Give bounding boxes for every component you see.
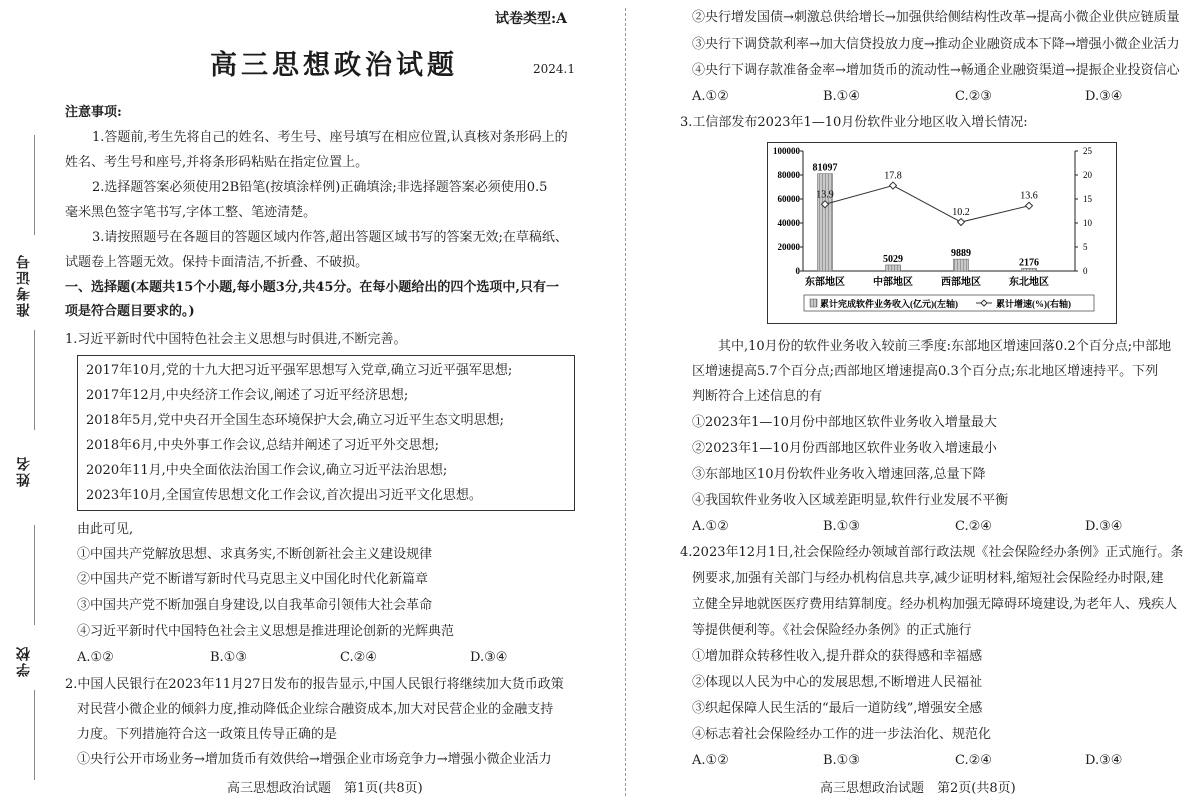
right-tick-label: 10 <box>1083 218 1092 228</box>
page-divider <box>625 8 626 796</box>
notice-line: 3.请按照题号在各题目的答题区域内作答,超出答题区域书写的答案无效;在草稿纸、 <box>92 230 568 245</box>
question-1-material-box <box>77 355 575 511</box>
bar <box>818 174 833 271</box>
revenue-chart <box>767 142 1117 324</box>
option-c[interactable]: C.②④ <box>955 753 992 768</box>
material-line: 2018年5月,党中央召开全国生态环境保护大会,确立习近平生态文明思想; <box>86 413 504 428</box>
option-d[interactable]: D.③④ <box>1085 89 1123 104</box>
right-tick-label: 5 <box>1083 242 1088 252</box>
line-value-label: 17.8 <box>884 170 902 182</box>
right-tick-label: 15 <box>1083 194 1092 204</box>
statement: ④标志着社会保险经办工作的进一步法治化、规范化 <box>692 727 992 742</box>
question-4-stem: 4.2023年12月1日,社会保险经办领域首部行政法规《社会保险经办条例》正式施行。条 <box>680 545 1184 560</box>
line-value-label: 13.6 <box>1020 190 1038 202</box>
option-b[interactable]: B.①④ <box>823 89 860 104</box>
option-a[interactable]: A.①② <box>692 89 729 104</box>
notice-line: 姓名、考生号和座号,并将条形码粘贴在指定位置上。 <box>65 155 369 170</box>
question-3-text: 区增速提高5.7个百分点;西部地区增速提高0.3个百分点;东北地区增速持平。下列 <box>692 364 1159 379</box>
option-a[interactable]: A.①② <box>692 753 729 768</box>
option-c[interactable]: C.②③ <box>955 89 992 104</box>
notice-title: 注意事项: <box>65 105 122 120</box>
option-b[interactable]: B.①③ <box>823 519 860 534</box>
question-4-stem: 例要求,加强有关部门与经办机构信息共享,减少证明材料,缩短社会保险经办时限,建 <box>692 571 1164 586</box>
statement: ②2023年1—10月份西部地区软件业务收入增速最小 <box>692 441 997 456</box>
option-d[interactable]: D.③④ <box>470 650 508 665</box>
exam-date: 2024.1 <box>533 62 575 76</box>
line-value-label: 10.2 <box>952 207 970 219</box>
statement: ①中国共产党解放思想、求真务实,不断创新社会主义建设规律 <box>77 547 433 562</box>
line-point <box>1026 202 1033 209</box>
left-tick-label: 0 <box>795 266 800 276</box>
section-heading: 一、选择题(本题共15个小题,每小题3分,共45分。在每小题给出的四个选项中,只有一 <box>65 280 559 295</box>
notice-line: 试题卷上答题无效。保持卡面清洁,不折叠、不破损。 <box>65 255 369 270</box>
right-tick-label: 25 <box>1083 146 1092 156</box>
bar <box>954 259 969 271</box>
left-tick-label: 20000 <box>777 242 800 252</box>
exam-id-label: 准考证号 <box>16 253 32 317</box>
statement: ②中国共产党不断谱写新时代马克思主义中国化时代化新篇章 <box>77 572 429 587</box>
bar <box>1022 268 1037 271</box>
category-label: 东北地区 <box>1009 277 1049 288</box>
page-footer: 高三思想政治试题 第2页(共8页) <box>820 781 1016 796</box>
legend-bar-swatch <box>810 299 817 307</box>
option-a[interactable]: A.①② <box>77 650 114 665</box>
statement: ①央行公开市场业务→增加货币有效供给→增强企业市场竞争力→增强小微企业活力 <box>77 752 552 767</box>
paper-type: 试卷类型:A <box>495 11 568 27</box>
material-line: 2020年11月,中央全面依法治国工作会议,确立习近平法治思想; <box>86 463 448 478</box>
statement: ②体现以人民为中心的发展思想,不断增进人民福祉 <box>692 675 983 690</box>
section-heading: 项是符合题目要求的。) <box>65 304 195 319</box>
left-tick-label: 60000 <box>777 194 800 204</box>
line-value-label: 13.9 <box>816 189 834 201</box>
gutter-line-top <box>34 135 35 235</box>
statement: ③织起保障人民生活的“最后一道防线”,增强安全感 <box>692 701 983 716</box>
statement: ④习近平新时代中国特色社会主义思想是推进理论创新的光辉典范 <box>77 624 455 639</box>
option-b[interactable]: B.①③ <box>823 753 860 768</box>
question-2-stem: 对民营小微企业的倾斜力度,推动降低企业综合融资成本,加大对民营企业的金融支持 <box>77 702 554 717</box>
question-4-stem: 等提供便利等。《社会保险经办条例》的正式施行 <box>692 623 972 638</box>
line-point <box>890 182 897 189</box>
page-2 <box>660 0 1192 806</box>
left-tick-label: 80000 <box>777 170 800 180</box>
line-point <box>958 219 965 226</box>
gutter-line-bottom <box>34 690 35 780</box>
school-label: 学校 <box>16 645 32 677</box>
gutter-line-middle-1 <box>34 330 35 430</box>
category-label: 中部地区 <box>873 277 913 288</box>
growth-line <box>825 186 1029 222</box>
question-3-stem: 3.工信部发布2023年1—10月份软件业分地区收入增长情况: <box>680 115 1028 130</box>
option-d[interactable]: D.③④ <box>1085 519 1123 534</box>
left-tick-label: 100000 <box>773 146 800 156</box>
option-c[interactable]: C.②④ <box>955 519 992 534</box>
statement: ①2023年1—10月份中部地区软件业务收入增量最大 <box>692 415 997 430</box>
statement: ④央行下调存款准备金率→增加货币的流动性→畅通企业融资渠道→提振企业投资信心 <box>692 63 1180 78</box>
notice-line: 毫米黑色签字笔书写,字体工整、笔迹清楚。 <box>65 205 317 220</box>
question-4-stem: 立健全异地就医医疗费用结算制度。经办机构加强无障碍环境建设,为老年人、残疾人 <box>692 597 1178 612</box>
statement: ③中国共产党不断加强自身建设,以自我革命引领伟大社会革命 <box>77 598 433 613</box>
notice-line: 2.选择题答案必须使用2B铅笔(按填涂样例)正确填涂;非选择题答案必须使用0.5 <box>92 180 548 195</box>
right-tick-label: 0 <box>1083 266 1088 276</box>
left-tick-label: 40000 <box>777 218 800 228</box>
material-line: 2017年12月,中央经济工作会议,阐述了习近平经济思想; <box>86 388 409 403</box>
page-1 <box>55 0 585 806</box>
chart-svg <box>768 143 1118 325</box>
question-2-stem: 2.中国人民银行在2023年11月27日发布的报告显示,中国人民银行将继续加大货币政策 <box>65 677 564 692</box>
statement: ③东部地区10月份软件业务收入增速回落,总量下降 <box>692 467 986 482</box>
option-d[interactable]: D.③④ <box>1085 753 1123 768</box>
notice-line: 1.答题前,考生先将自己的姓名、考生号、座号填写在相应位置,认真核对条形码上的 <box>92 130 568 145</box>
statement: ①增加群众转移性收入,提升群众的获得感和幸福感 <box>692 649 983 664</box>
right-tick-label: 20 <box>1083 170 1092 180</box>
statement: ④我国软件业务收入区域差距明显,软件行业发展不平衡 <box>692 493 1009 508</box>
category-label: 东部地区 <box>805 277 845 288</box>
page-title: 高三思想政治试题 <box>210 50 458 81</box>
bar-value-label: 5029 <box>883 253 903 265</box>
question-1-lead: 由此可见, <box>77 522 134 537</box>
statement: ③央行下调贷款利率→加大信贷投放力度→推动企业融资成本下降→增强小微企业活力 <box>692 37 1180 52</box>
option-b[interactable]: B.①③ <box>210 650 247 665</box>
bar-value-label: 2176 <box>1019 257 1039 269</box>
question-3-text: 判断符合上述信息的有 <box>692 389 823 404</box>
legend-bar-label: 累计完成软件业务收入(亿元)(左轴) <box>820 299 958 309</box>
bar-value-label: 81097 <box>812 162 838 174</box>
material-line: 2018年6月,中央外事工作会议,总结并阐述了习近平外交思想; <box>86 438 439 453</box>
material-line: 2023年10月,全国宣传思想文化工作会议,首次提出习近平文化思想。 <box>86 488 482 503</box>
bar-value-label: 9889 <box>951 248 971 260</box>
statement: ②央行增发国债→刺激总供给增长→加强供给侧结构性改革→提高小微企业供应链质量 <box>692 10 1180 25</box>
option-a[interactable]: A.①② <box>692 519 729 534</box>
option-c[interactable]: C.②④ <box>340 650 377 665</box>
gutter-line-middle-2 <box>34 525 35 625</box>
category-label: 西部地区 <box>941 277 981 288</box>
bar <box>886 265 901 271</box>
legend-line-label: 累计增速(%)(右轴) <box>996 299 1071 309</box>
material-line: 2017年10月,党的十九大把习近平强军思想写入党章,确立习近平强军思想; <box>86 363 513 378</box>
question-2-stem: 力度。下列措施符合这一政策且传导正确的是 <box>77 727 338 742</box>
question-3-text: 其中,10月份的软件业务收入较前三季度:东部地区增速回落0.2个百分点;中部地 <box>718 339 1172 354</box>
page-footer: 高三思想政治试题 第1页(共8页) <box>227 781 423 796</box>
question-1-stem: 1.习近平新时代中国特色社会主义思想与时俱进,不断完善。 <box>65 332 407 347</box>
name-label: 姓名 <box>16 455 32 487</box>
